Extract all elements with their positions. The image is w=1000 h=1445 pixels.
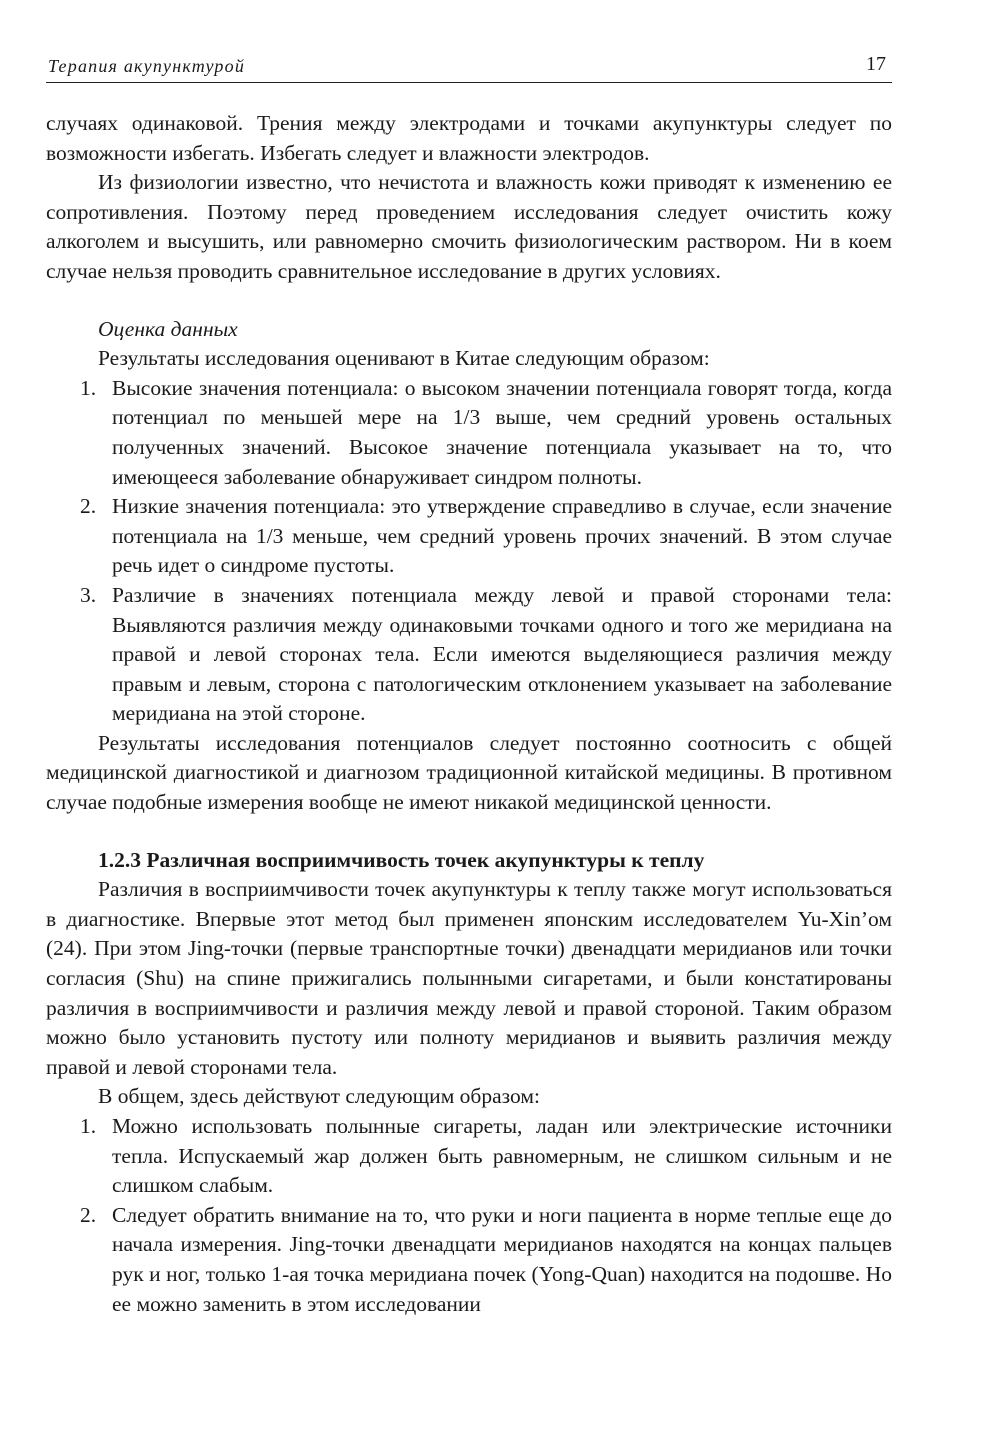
body-text [46,109,892,1319]
running-header [46,52,892,83]
list-lead: Результаты исследования оценивают в Китае следующим образом: [98,346,710,371]
list-number: 2. [80,494,97,519]
numbered-list [46,374,892,729]
list-lead: В общем, здесь действуют следующим образом: [98,1084,540,1109]
list-number: 3. [80,582,97,607]
numbered-list [46,1112,892,1319]
paragraph: случаях одинаковой. Трения между электродами и точками акупунктуры следует по возможности избегать. Избегать следует и влажности электродов. [46,111,892,165]
running-title: Терапия акупунктурой [48,56,246,76]
paragraph: Результаты исследования потенциалов следует постоянно соотносить с общей медицинской диагностикой и диагнозом традиционной китайской медицины. В противном случае подобные измерения вообще не имеют никакой медицинской ценности. [46,730,892,815]
page-number: 17 [866,53,886,75]
list-item-text: Различие в значениях потенциала между левой и правой сторонами тела: Выявляются различия между одинаковыми точками одного и того же меридиана на правой и левой сторонах тела. Если имеются выделяющиеся различия между правым и левым, сторона с патологическим отклонением указывает на заболевание меридиана на этой стороне. [112,582,892,726]
section-heading: 1.2.3 Различная восприимчивость точек акупунктуры к теплу [98,847,705,872]
list-item [46,1201,892,1319]
list-item [46,1112,892,1201]
list-item [46,581,892,729]
list-item-text: Можно использовать полынные сигареты, ладан или электрические источники тепла. Испускаемый жар должен быть равномерным, не слишком сильным и не слишком слабым. [112,1114,892,1198]
paragraph: Из физиологии известно, что нечистота и влажность кожи приводят к изменению ее сопротивления. Поэтому перед проведением исследования следует очистить кожу алкоголем и высушить, или равномерно смочить физиологическим раствором. Ни в коем случае нельзя проводить сравнительное исследование в других условиях. [46,170,892,283]
list-item [46,374,892,492]
list-item [46,492,892,581]
subheading: Оценка данных [98,316,238,341]
list-item-text: Следует обратить внимание на то, что руки и ноги пациента в норме теплые еще до начала измерения. Jing-точки двенадцати меридианов находятся на концах пальцев рук и ног, только 1-ая точка меридиана почек (Yong-Quan) находится на подошве. Но ее можно заменить в этом исследовании [112,1202,892,1316]
list-number: 1. [80,375,97,400]
list-item-text: Низкие значения потенциала: это утверждение справедливо в случае, если значение потенциала на 1/3 меньше, чем средний уровень прочих значений. В этом случае речь идет о синдроме пустоты. [112,494,892,578]
list-number: 1. [80,1114,97,1138]
paragraph: Различия в восприимчивости точек акупунктуры к теплу также могут использоваться в диагностике. Впервые этот метод был применен японским исследователем Yu-Xin’ом (24). При этом Jing-точки (первые транспортные точки) двенадцати меридианов или точки согласия (Shu) на спине прижигались полынными сигаретами, и были констатированы различия в восприимчивости и различия между левой и правой стороной. Таким образом можно было установить пустоту или полноту меридианов и выявить различия между правой и левой сторонами тела. [46,877,892,1079]
list-item-text: Высокие значения потенциала: о высоком значении потенциала говорят тогда, когда потенциал по меньшей мере на 1/3 выше, чем средний уровень остальных полученных значений. Высокое значение потенциала указывает на то, что имеющееся заболевание обнаруживает синдром полноты. [112,375,892,489]
list-number: 2. [80,1202,97,1227]
